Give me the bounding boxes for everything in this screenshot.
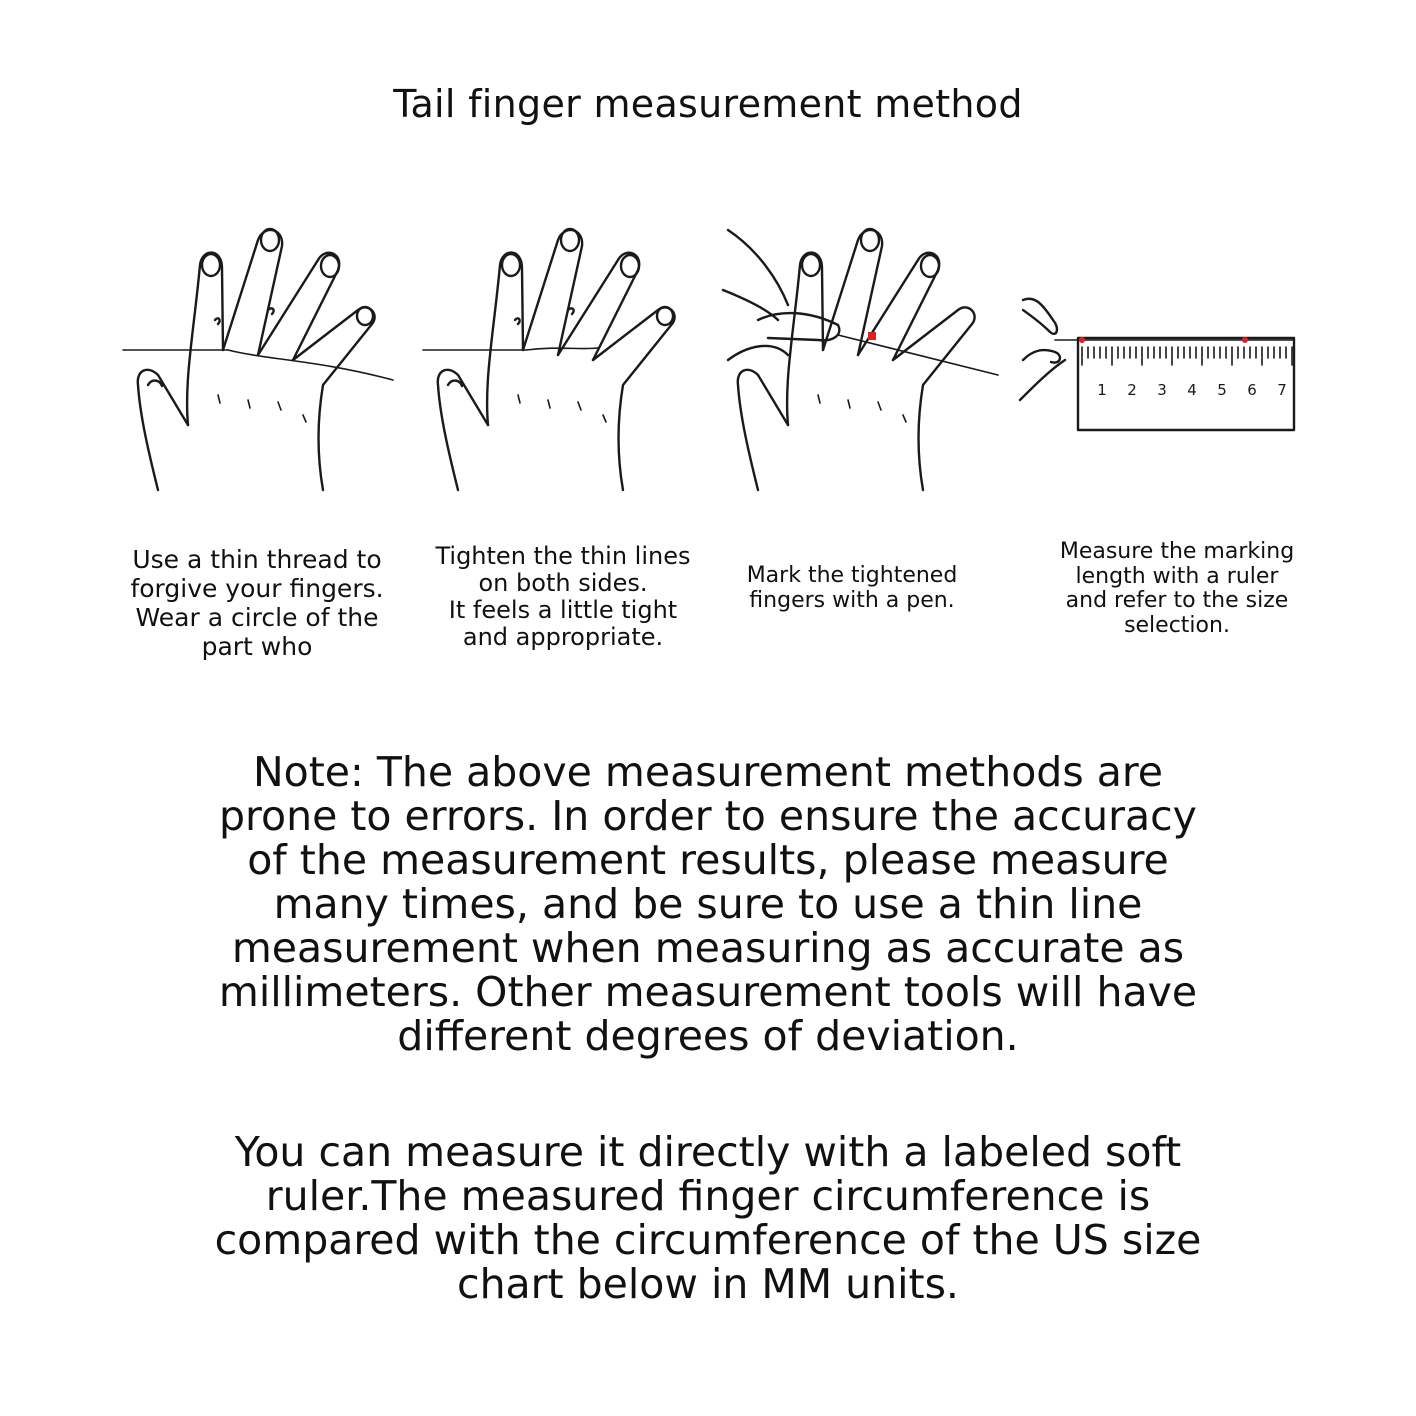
end-mark (1242, 337, 1248, 343)
soft-ruler-instructions (170, 1130, 1246, 1306)
hand-thread-tightened-icon (418, 210, 708, 500)
caption-line: It feels a little tight (448, 595, 678, 624)
note-line: Note: The above measurement methods are (252, 748, 1164, 796)
caption-line: Tighten the thin lines (435, 542, 691, 570)
ruler-label: 7 (1277, 381, 1287, 399)
caption-line: selection. (1124, 612, 1230, 638)
caption-line: on both sides. (478, 568, 648, 597)
step-4-caption (1032, 540, 1322, 639)
note-line: millimeters. Other measurement tools will have (218, 968, 1198, 1016)
step-3-caption (722, 564, 982, 613)
measurement-steps (0, 210, 1416, 680)
ruler-label: 3 (1157, 381, 1167, 399)
caption-line: fingers with a pen. (749, 587, 955, 613)
ruler-label: 5 (1217, 381, 1227, 399)
soft-ruler-line: You can measure it directly with a labeled soft (234, 1128, 1182, 1176)
step-2-caption (418, 543, 708, 651)
caption-line: and appropriate. (462, 622, 664, 651)
note-line: measurement when measuring as accurate as (231, 924, 1185, 972)
ruler-label: 4 (1187, 381, 1197, 399)
ruler-label: 2 (1127, 381, 1137, 399)
caption-line: Measure the marking (1059, 539, 1295, 564)
hand-marking-with-pen-icon (718, 210, 1008, 500)
caption-line: length with a ruler (1075, 563, 1279, 589)
pen-mark (868, 332, 876, 340)
note-line: many times, and be sure to use a thin line (273, 880, 1143, 928)
ruler-label: 1 (1097, 381, 1107, 399)
note-line: different degrees of deviation. (397, 1012, 1019, 1060)
caption-line: Mark the tightened (746, 563, 958, 588)
note-line: prone to errors. In order to ensure the accuracy (219, 792, 1197, 840)
start-mark (1079, 337, 1085, 343)
caption-line: Use a thin thread to (132, 545, 382, 574)
soft-ruler-line: ruler.The measured finger circumference is (265, 1172, 1151, 1220)
caption-line: and refer to the size (1065, 588, 1289, 614)
soft-ruler-line: chart below in MM units. (457, 1260, 959, 1308)
caption-line: part who (201, 632, 313, 661)
page-title: Tail finger measurement method (393, 82, 1023, 126)
hand-with-thread-icon (118, 210, 408, 500)
note-line: of the measurement results, please measure (247, 836, 1169, 884)
thread-on-ruler-icon (1015, 210, 1305, 500)
step-1-caption (112, 545, 402, 661)
ruler-label: 6 (1247, 381, 1257, 399)
soft-ruler-line: compared with the circumference of the US size (214, 1216, 1202, 1264)
caption-line: forgive your fingers. (130, 574, 384, 603)
caption-line: Wear a circle of the (135, 603, 379, 632)
measurement-note (170, 750, 1246, 1058)
